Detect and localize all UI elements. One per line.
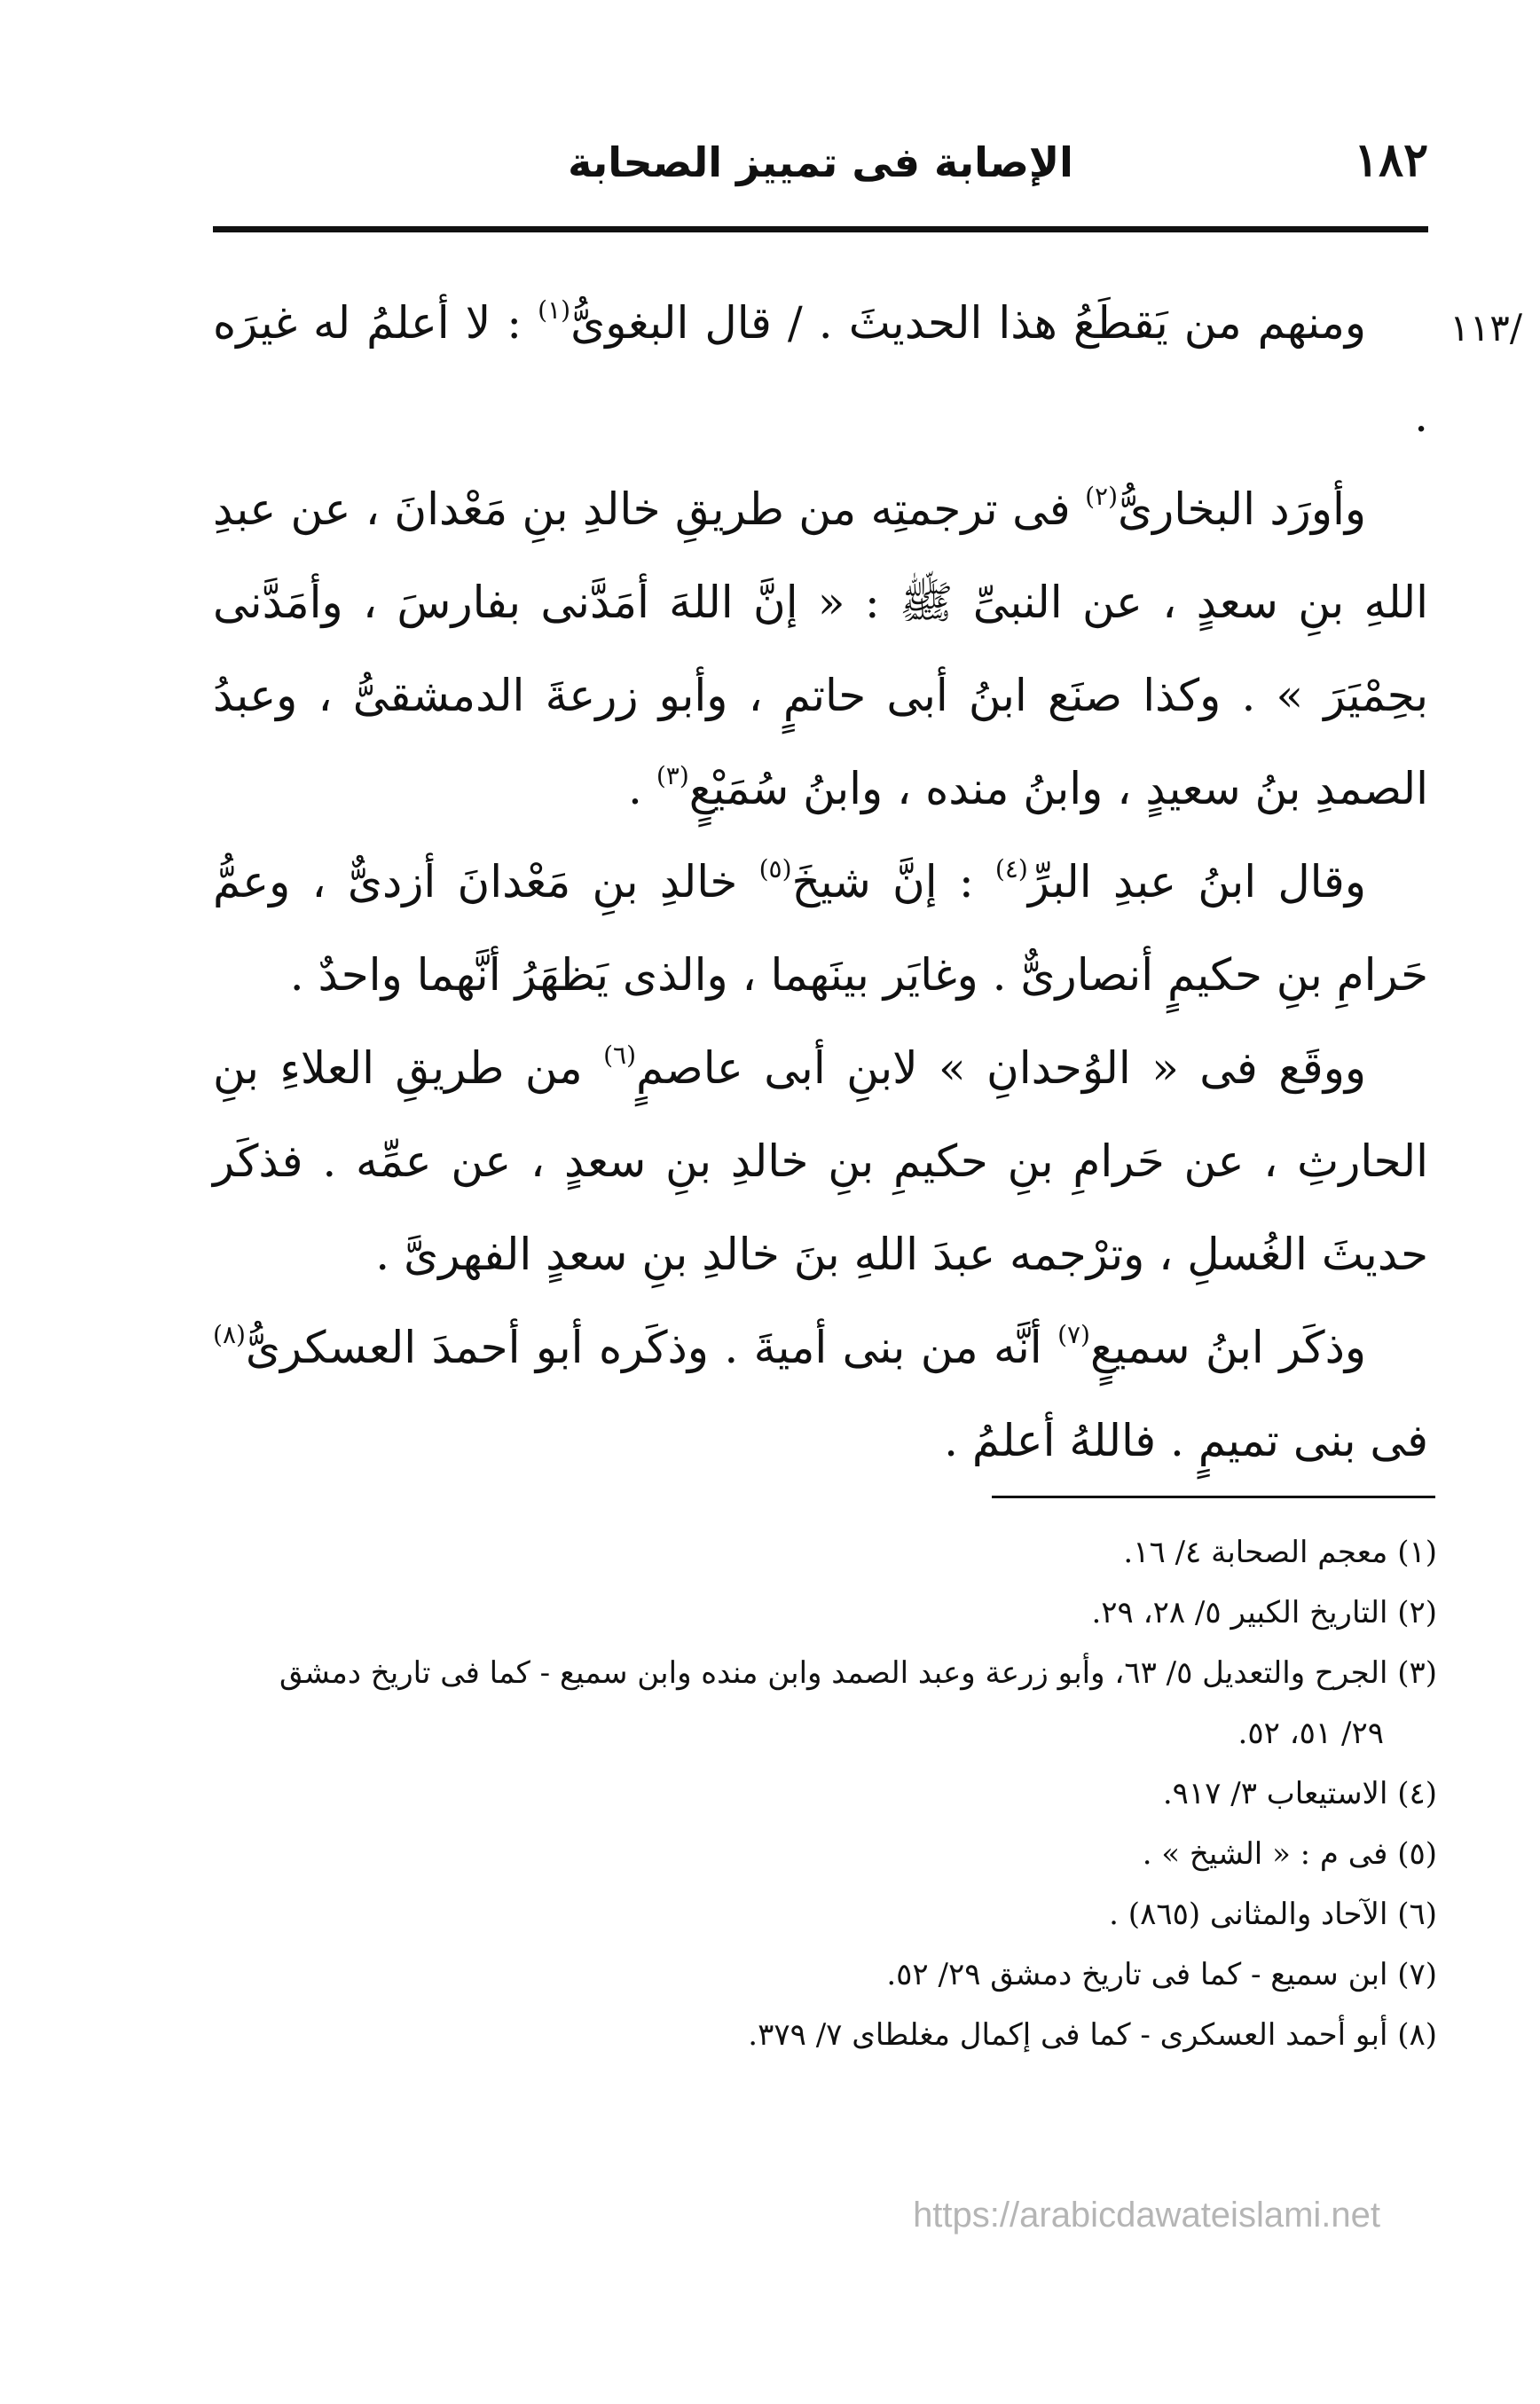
watermark-url: https://arabicdawateislami.net: [913, 2196, 1380, 2235]
footnote-4: (٤) الاستيعاب ٣/ ٩١٧.: [1162, 1776, 1437, 1811]
paragraph-text: ووقَع فى « الوُحدانِ » لابنِ أبى عاصمٍ: [636, 1042, 1366, 1094]
paragraph-text: وقال ابنُ عبدِ البرِّ: [1027, 856, 1366, 907]
paragraph-text: أنَّه من بنى أميةَ . وذكَره أبو أحمدَ العسكرىُّ: [245, 1322, 1058, 1373]
footnote-6: (٦) الآحاد والمثانى (٨٦٥) .: [1109, 1897, 1437, 1932]
main-text: [213, 277, 1428, 1488]
paragraph: [213, 463, 1428, 836]
footnotes: [213, 1522, 1437, 2065]
margin-page-reference: ١١٣/: [1450, 306, 1522, 350]
footnote-marker[interactable]: (١): [538, 295, 571, 325]
header-rule: [213, 226, 1428, 232]
running-title: الإصابة فى تمييز الصحابة: [568, 138, 1073, 186]
paragraph: [213, 1022, 1428, 1301]
footnote-7: (٧) ابن سميع - كما فى تاريخ دمشق ٢٩/ ٥٢.: [886, 1957, 1437, 1992]
page-header: [213, 133, 1428, 195]
footnote-marker[interactable]: (٧): [1057, 1320, 1090, 1349]
footnote-marker[interactable]: (٣): [656, 761, 689, 790]
paragraph-text: : إنَّ شيخَ: [791, 856, 995, 907]
paragraph-text: فى بنى تميمٍ . فاللهُ أعلمُ .: [944, 1415, 1428, 1466]
paragraph-text: وذكَر ابنُ سميعٍ: [1089, 1322, 1366, 1373]
footnote-8: (٨) أبو أحمد العسكرى - كما فى إكمال مغلطاى ٧/ ٣٧٩.: [748, 2017, 1437, 2053]
footnote-marker[interactable]: (٦): [603, 1041, 637, 1070]
page-number: ١٨٢: [1354, 133, 1428, 187]
paragraph: [213, 1301, 1428, 1488]
paragraph-text: ومنهم من يَقطَعُ هذا الحديثَ . / قال البغوىُّ: [570, 297, 1366, 349]
paragraph-text: فى ترجمتِه من طريقِ خالدِ بنِ مَعْدانَ ، عن عبدِ اللهِ بنِ سعدٍ ، عن النبىِّ ﷺ : « إنَّ اللهَ أمَدَّنى بفارسَ ، وأمَدَّنى بحِمْيَرَ » . وكذا صنَع ابنُ أبى حاتمٍ ، وأبو زرعةَ الدمشقىُّ ، وعبدُ الصمدِ بنُ سعيدٍ ، وابنُ منده ، وابنُ سُمَيْعٍ: [213, 483, 1428, 814]
footnote-marker[interactable]: (٤): [994, 854, 1028, 884]
footnote-marker[interactable]: (٢): [1085, 482, 1119, 511]
paragraph: [213, 836, 1428, 1022]
paragraph-text: خالدِ بنِ مَعْدانَ أزدىٌّ ، وعمُّ حَرامِ بنِ حكيمٍ أنصارىٌّ . وغايَر بينَهما ، والذى يَظهَرُ أنَّهما واحدٌ .: [213, 856, 1428, 1001]
footnote-2: (٢) التاريخ الكبير ٥/ ٢٨، ٢٩.: [1091, 1595, 1437, 1630]
footnote-3-continuation: ٢٩/ ٥١، ٥٢.: [1238, 1716, 1384, 1751]
footnote-marker[interactable]: (٨): [213, 1320, 246, 1349]
paragraph-text: من طريقِ العلاءِ بنِ الحارثِ ، عن حَرامِ بنِ حكيمِ بنِ خالدِ بنِ سعدٍ ، عن عمِّه . فذكَر حديثَ الغُسلِ ، وترْجمه عبدَ اللهِ بنَ خالدِ بنِ سعدٍ الفهرىَّ .: [213, 1042, 1428, 1280]
footnote-1: (١) معجم الصحابة ٤/ ١٦.: [1123, 1535, 1437, 1570]
footnote-marker[interactable]: (٥): [758, 854, 792, 884]
footnote-5: (٥) فى م : « الشيخ » .: [1142, 1836, 1437, 1872]
paragraph-text: .: [628, 763, 656, 814]
paragraph-text: : لا أعلمُ له غيرَه .: [213, 297, 1428, 442]
footnote-separator: [992, 1496, 1435, 1498]
paragraph-text: وأورَد البخارىُّ: [1118, 483, 1367, 535]
footnote-3: (٣) الجرح والتعديل ٥/ ٦٣، وأبو زرعة وعبد الصمد وابن منده وابن سميع - كما فى تاريخ دمشق: [279, 1655, 1437, 1691]
paragraph: [213, 277, 1428, 463]
